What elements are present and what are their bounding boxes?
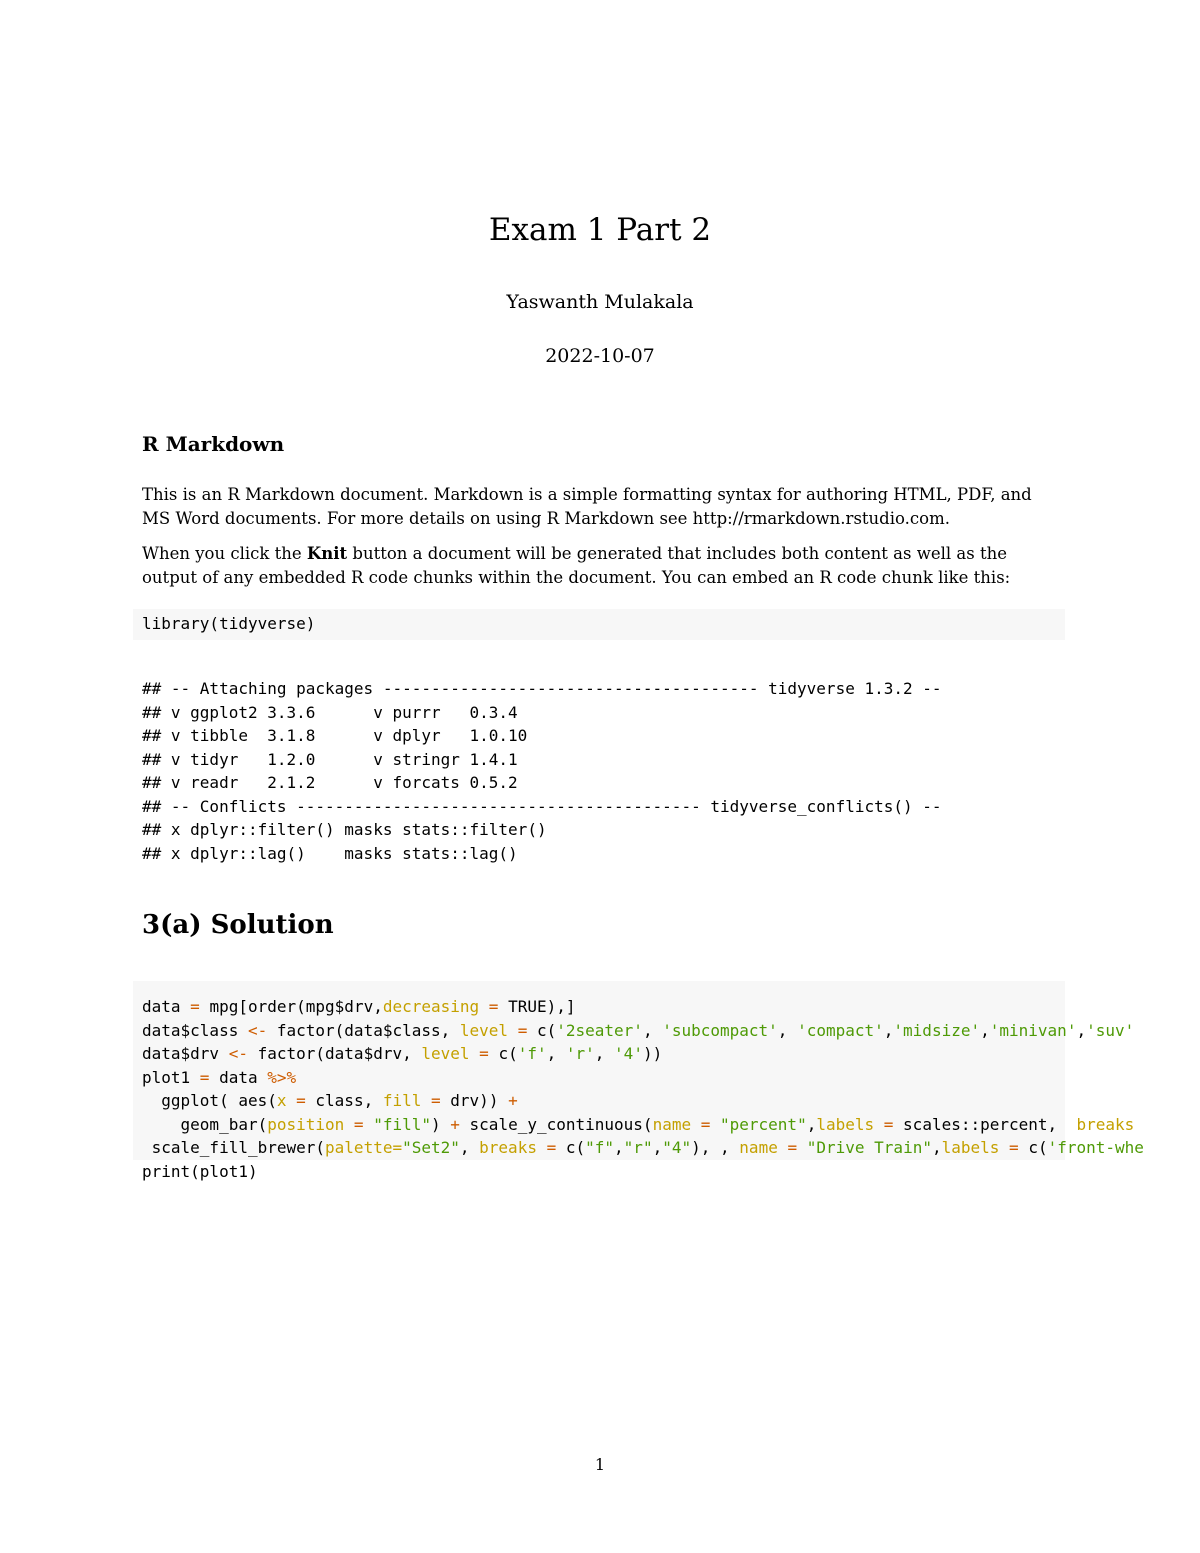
code-token: labels bbox=[816, 1114, 875, 1134]
code-line bbox=[142, 1113, 1144, 1137]
code-token: = bbox=[777, 1138, 807, 1157]
code-token: "percent" bbox=[720, 1114, 807, 1134]
code-token: level bbox=[459, 1020, 509, 1040]
output-line: ## -- Conflicts ------------------------------------------ tidyverse_conflicts() -- bbox=[142, 796, 942, 816]
code-token: , bbox=[652, 1138, 663, 1157]
knit-paragraph-end: button a document will be generated that includes both content as well as the output of any embedded R code chunks within the document. You can embed an R code chunk like this: bbox=[142, 544, 1011, 587]
output-line: ## v ggplot2 3.3.6 v purrr 0.3.4 bbox=[142, 702, 518, 722]
section-heading-r-markdown: R Markdown bbox=[142, 432, 285, 456]
code-line bbox=[142, 1019, 1144, 1043]
code-token: c( bbox=[1028, 1138, 1048, 1157]
code-token: print(plot1) bbox=[142, 1161, 258, 1181]
code-token: 'front-whe bbox=[1047, 1138, 1144, 1157]
code-token: "fill" bbox=[373, 1114, 431, 1134]
code-token: name bbox=[652, 1114, 692, 1134]
code-token: 'subcompact' bbox=[662, 1020, 778, 1040]
code-token: palette= bbox=[325, 1138, 403, 1157]
code-token: TRUE),] bbox=[508, 997, 576, 1016]
code-token: scale_fill_brewer( bbox=[142, 1138, 326, 1157]
code-line bbox=[142, 1066, 1144, 1090]
code-token: = bbox=[479, 997, 509, 1016]
code-token: = bbox=[691, 1114, 720, 1134]
code-token: 'suv' bbox=[1086, 1020, 1135, 1040]
code-token: level bbox=[421, 1044, 470, 1063]
code-token: = bbox=[874, 1114, 904, 1134]
code-token: data$class bbox=[142, 1020, 248, 1040]
code-token: data bbox=[142, 997, 191, 1016]
code-token: "4" bbox=[662, 1138, 692, 1157]
document-date: 2022-10-07 bbox=[545, 345, 655, 367]
code-token: <- bbox=[247, 1020, 268, 1040]
code-token: name bbox=[739, 1138, 778, 1157]
code-token: , bbox=[931, 1138, 942, 1157]
code-token: breaks bbox=[1076, 1114, 1135, 1134]
output-line: ## -- Attaching packages --------------------------------------- tidyverse 1.3.2 -- bbox=[142, 679, 942, 698]
document-author: Yaswanth Mulakala bbox=[506, 291, 694, 313]
code-token: factor(data$drv, bbox=[247, 1044, 422, 1063]
code-token: <- bbox=[228, 1044, 248, 1063]
code-token: 'r' bbox=[565, 1044, 595, 1063]
code-token: = bbox=[536, 1138, 566, 1157]
code-token: breaks bbox=[479, 1138, 537, 1157]
solution-code-chunk bbox=[142, 995, 1144, 1183]
code-token: , bbox=[614, 1138, 624, 1157]
code-token: labels bbox=[941, 1138, 1000, 1157]
code-token: = bbox=[344, 1114, 374, 1134]
page-number: 1 bbox=[594, 1455, 606, 1474]
code-token: , bbox=[546, 1044, 566, 1063]
code-token: class, bbox=[315, 1091, 383, 1110]
code-token: , bbox=[806, 1114, 817, 1134]
code-line bbox=[142, 995, 1144, 1019]
code-token: = bbox=[286, 1091, 316, 1110]
code-token: )) bbox=[642, 1044, 663, 1063]
code-token: factor(data$class, bbox=[267, 1020, 460, 1040]
code-token: ggplot( aes( bbox=[142, 1091, 277, 1110]
code-token: geom_bar( bbox=[142, 1114, 268, 1134]
code-token: fill bbox=[382, 1091, 422, 1110]
code-token: %>% bbox=[267, 1067, 297, 1087]
code-token: x bbox=[276, 1091, 287, 1110]
code-chunk-library: library(tidyverse) bbox=[142, 614, 316, 633]
code-token: "f" bbox=[585, 1138, 615, 1157]
code-token: scales::percent, bbox=[903, 1114, 1077, 1134]
section-heading-solution: 3(a) Solution bbox=[142, 910, 334, 940]
code-token: data$drv bbox=[142, 1044, 229, 1063]
output-line: ## v tidyr 1.2.0 v stringr 1.4.1 bbox=[142, 749, 518, 769]
code-token: '2seater' bbox=[556, 1020, 643, 1040]
code-token: data bbox=[209, 1067, 268, 1087]
code-token: = bbox=[199, 1067, 210, 1087]
knit-paragraph bbox=[142, 542, 1062, 590]
console-output bbox=[142, 677, 942, 865]
code-token: , bbox=[642, 1020, 663, 1040]
code-token: position bbox=[267, 1114, 345, 1134]
code-line bbox=[142, 1160, 1144, 1184]
output-line: ## x dplyr::lag() masks stats::lag() bbox=[142, 843, 518, 863]
code-token: = bbox=[421, 1091, 451, 1110]
code-token: , bbox=[459, 1138, 480, 1157]
code-line bbox=[142, 1042, 1144, 1066]
code-token: = bbox=[999, 1138, 1029, 1157]
code-token: 'f' bbox=[517, 1044, 547, 1063]
code-token: , bbox=[883, 1020, 894, 1040]
code-token: 'minivan' bbox=[989, 1020, 1077, 1040]
code-token: drv)) bbox=[450, 1091, 509, 1110]
output-line: ## v tibble 3.1.8 v dplyr 1.0.10 bbox=[142, 726, 528, 745]
code-token: , bbox=[777, 1020, 798, 1040]
code-token: , bbox=[1076, 1020, 1087, 1040]
code-token: scale_y_continuous( bbox=[459, 1114, 653, 1134]
intro-paragraph: This is an R Markdown document. Markdown is a simple formatting syntax for authoring HTML, PDF, and MS Word documents. For more details on using R Markdown see http://rmarkdown.rstudio.com. bbox=[142, 485, 1032, 528]
code-token: 'compact' bbox=[797, 1020, 884, 1040]
code-token: ), , bbox=[691, 1138, 740, 1157]
code-token: c( bbox=[498, 1044, 518, 1063]
code-line bbox=[142, 1089, 1144, 1113]
code-token: + bbox=[508, 1091, 518, 1110]
document-title: Exam 1 Part 2 bbox=[488, 212, 712, 248]
knit-paragraph-start: When you click the bbox=[142, 544, 307, 563]
code-token: , bbox=[594, 1044, 615, 1063]
code-token: c( bbox=[536, 1020, 557, 1040]
output-line: ## x dplyr::filter() masks stats::filter() bbox=[142, 820, 547, 839]
code-token: 'midsize' bbox=[893, 1020, 981, 1040]
code-token: plot1 bbox=[142, 1067, 200, 1087]
code-token: , bbox=[980, 1020, 990, 1040]
code-token: ) bbox=[431, 1114, 451, 1134]
code-token: = bbox=[469, 1044, 499, 1063]
code-token: = bbox=[508, 1020, 537, 1040]
code-token: c( bbox=[565, 1138, 586, 1157]
code-token: = bbox=[190, 997, 200, 1016]
code-token: mpg[order(mpg$drv, bbox=[199, 997, 383, 1016]
code-token: "r" bbox=[623, 1138, 653, 1157]
knit-bold-text: Knit bbox=[306, 544, 348, 563]
code-token: "Drive Train" bbox=[806, 1138, 932, 1157]
code-token: '4' bbox=[614, 1044, 643, 1063]
code-line bbox=[142, 1136, 1144, 1160]
code-token: decreasing bbox=[382, 997, 480, 1016]
code-token: + bbox=[450, 1114, 460, 1134]
output-line: ## v readr 2.1.2 v forcats 0.5.2 bbox=[142, 773, 518, 792]
code-token: "Set2" bbox=[402, 1138, 460, 1157]
